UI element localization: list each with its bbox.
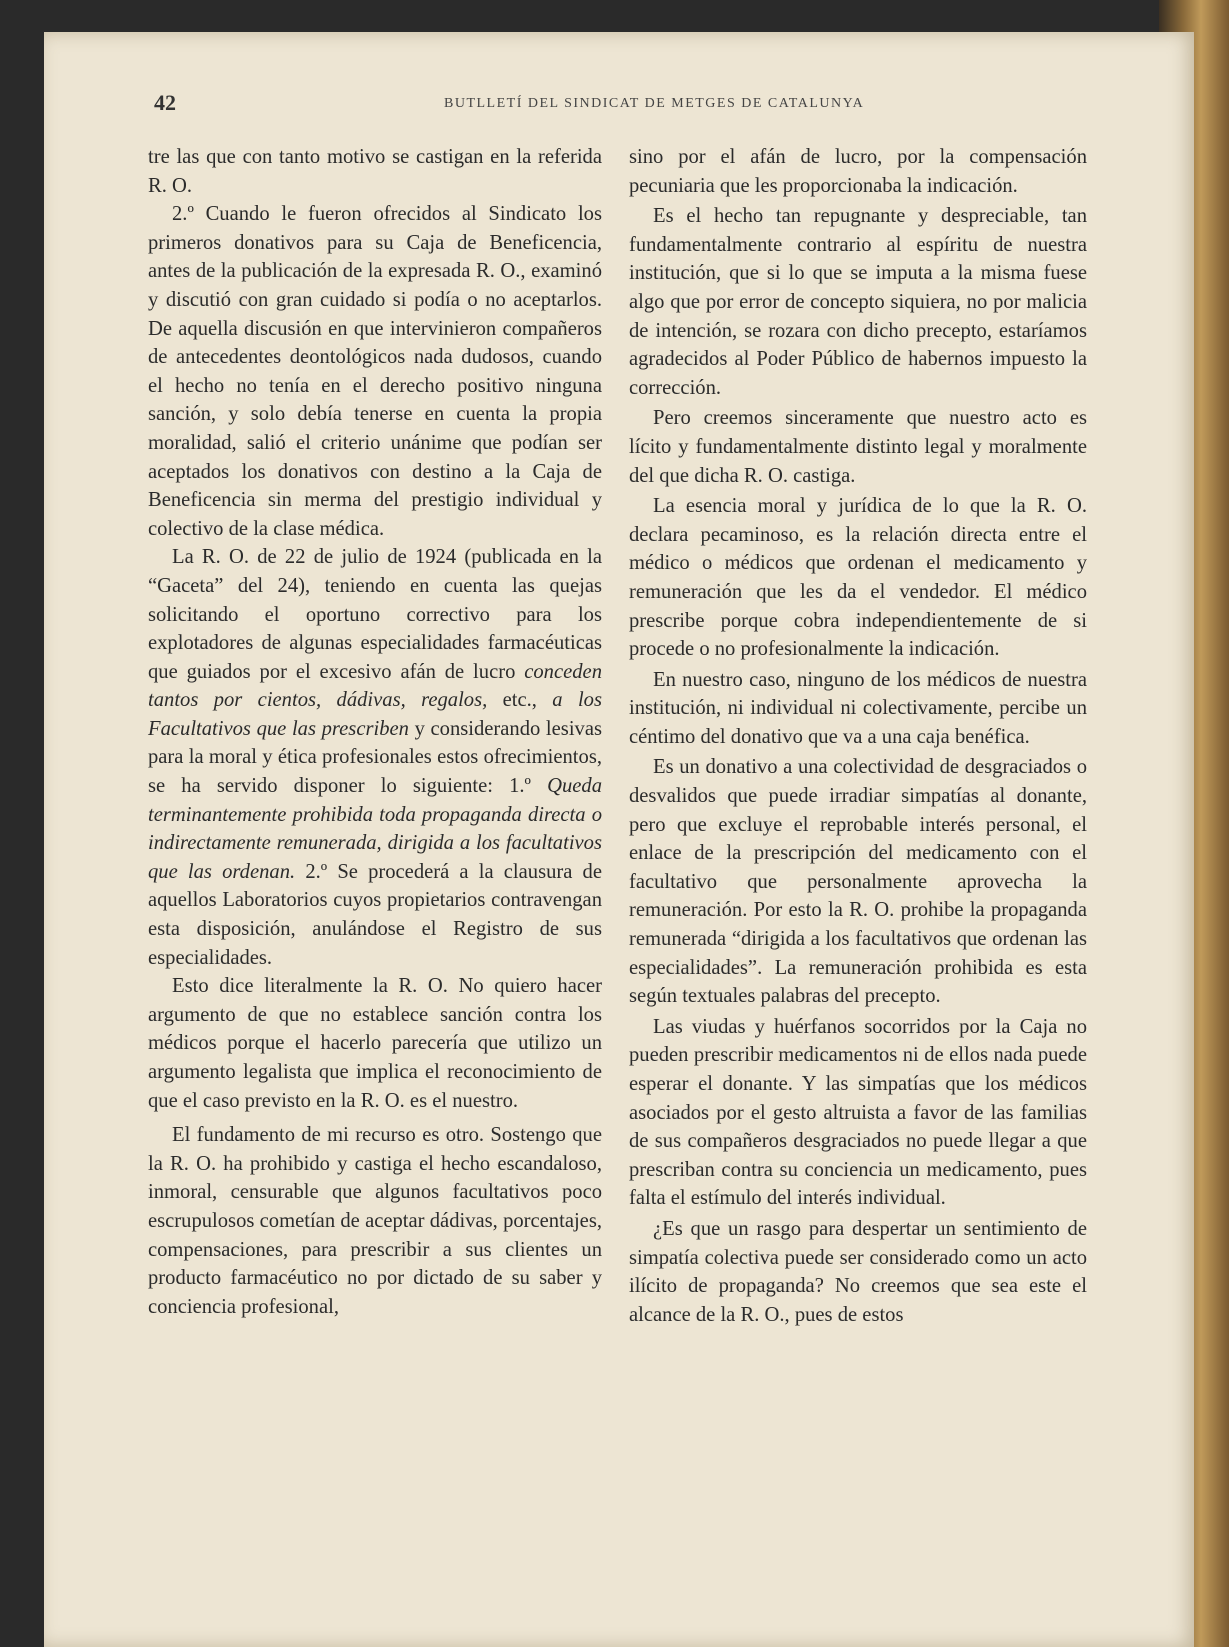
text-run: La R. O. de 22 de julio de 1924 (publicada en la “Gaceta” del 24), teniendo en cuenta las quejas solicitando el oportuno correctivo para los explotadores de algunas especialidades farmacéuticas que guiados por el excesivo afán de lucro [148, 546, 602, 683]
text-run: etc., [487, 689, 553, 712]
italic-text: conceden tantos por cientos, dádivas, regalos, [148, 660, 602, 712]
paragraph: Es el hecho tan repugnante y despreciable, tan fundamentalmente contrario al espíritu de nuestra institución, que si lo que se imputa a la misma fuese algo que por error de concepto siquiera, no por malicia de intención, se rozara con dicho precepto, estaríamos agradecidos al Poder Público de habernos impuesto la corrección. [629, 205, 1087, 399]
running-title: BUTLLETÍ DEL SINDICAT DE METGES DE CATALUNYA [444, 96, 865, 111]
paragraph: 2.º Cuando le fueron ofrecidos al Sindicato los primeros donativos para su Caja de Beneficencia, antes de la publicación de la expresada R. O., examinó y discutió con gran cuidado si podía o no aceptarlos. De aquella discusión en que intervinieron compañeros de antecedentes deontológicos nada dudosos, cuando el hecho no tenía en el derecho positivo ninguna sanción, y solo debía tenerse en cuenta la propia moralidad, salió el criterio unánime que podían ser aceptados los donativos con destino a la Caja de Beneficencia sin merma del prestigio individual y colectivo de la clase médica. [148, 203, 602, 540]
paragraph: Es un donativo a una colectividad de desgraciados o desvalidos que puede irradiar simpatías al donante, pero que excluye el reprobable interés personal, el enlace de la prescripción del medicamento con el facultativo que personalmente aprovecha la remuneración. Por esto la R. O. prohibe la propaganda remunerada “dirigida a los facultativos que ordenan las especialidades”. La remuneración prohibida es esta según textuales palabras del precepto. [629, 756, 1087, 1008]
paragraph: ¿Es que un rasgo para despertar un sentimiento de simpatía colectiva puede ser considerado como un acto ilícito de propaganda? No creemos que sea este el alcance de la R. O., pues de estos [629, 1217, 1087, 1326]
italic-text: Queda terminantemente prohibida toda propaganda directa o indirectamente remunerada, dirigida a los facultativos que las ordenan. [148, 775, 602, 883]
right-column [629, 143, 1087, 1329]
paragraph: Las viudas y huérfanos socorridos por la Caja no pueden prescribir medicamentos ni de ellos nada puede esperar el donante. Y las simpatías que los médicos asociados por el gesto altruista a favor de las familias de sus compañeros desgraciados no puede llegar a que prescriban contra su conciencia un medicamento, pues falta el estímulo del interés individual. [629, 1015, 1087, 1210]
paragraph: La esencia moral y jurídica de lo que la R. O. declara pecaminoso, es la relación directa entre el médico o médicos que ordenan el medicamento y remuneración que les da el vendedor. El médico prescribe porque cobra independientemente de si procede o no profesionalmente la indicación. [629, 495, 1087, 661]
left-column [148, 143, 602, 1321]
paragraph: tre las que con tanto motivo se castigan en la referida R. O. [148, 146, 602, 197]
paragraph [148, 543, 602, 972]
page-number: 42 [154, 90, 176, 115]
paragraph: En nuestro caso, ninguno de los médicos de nuestra institución, ni individual ni colectivamente, percibe un céntimo del donativo que va a una caja benéfica. [629, 668, 1087, 748]
paragraph: Esto dice literalmente la R. O. No quiero hacer argumento de que no establece sanción contra los médicos porque el hacerlo parecería que utilizo un argumento legalista que implica el reconocimiento de que el caso previsto en la R. O. es el nuestro. [148, 975, 602, 1112]
page [44, 32, 1194, 1647]
paragraph: El fundamento de mi recurso es otro. Sostengo que la R. O. ha prohibido y castiga el hecho escandaloso, inmoral, censurable que algunos facultativos poco escrupulosos cometían de aceptar dádivas, porcentajes, compensaciones, para prescribir a sus clientes un producto farmacéutico no por dictado de su saber y conciencia profesional, [148, 1124, 602, 1318]
text-run: 2.º Se procederá a la clausura de aquellos Laboratorios cuyos propietarios contravengan esta disposición, anulándose el Registro de sus especialidades. [148, 860, 602, 969]
paragraph: sino por el afán de lucro, por la compensación pecuniaria que les proporcionaba la indicación. [629, 146, 1087, 197]
paragraph: Pero creemos sinceramente que nuestro acto es lícito y fundamentalmente distinto legal y moralmente del que dicha R. O. castiga. [629, 407, 1087, 487]
text-run: y considerando lesivas para la moral y ética profesionales estos ofrecimientos, se ha servido disponer lo siguiente: 1.º [148, 717, 602, 798]
italic-text: a los Facultativos que las prescriben [148, 689, 602, 740]
